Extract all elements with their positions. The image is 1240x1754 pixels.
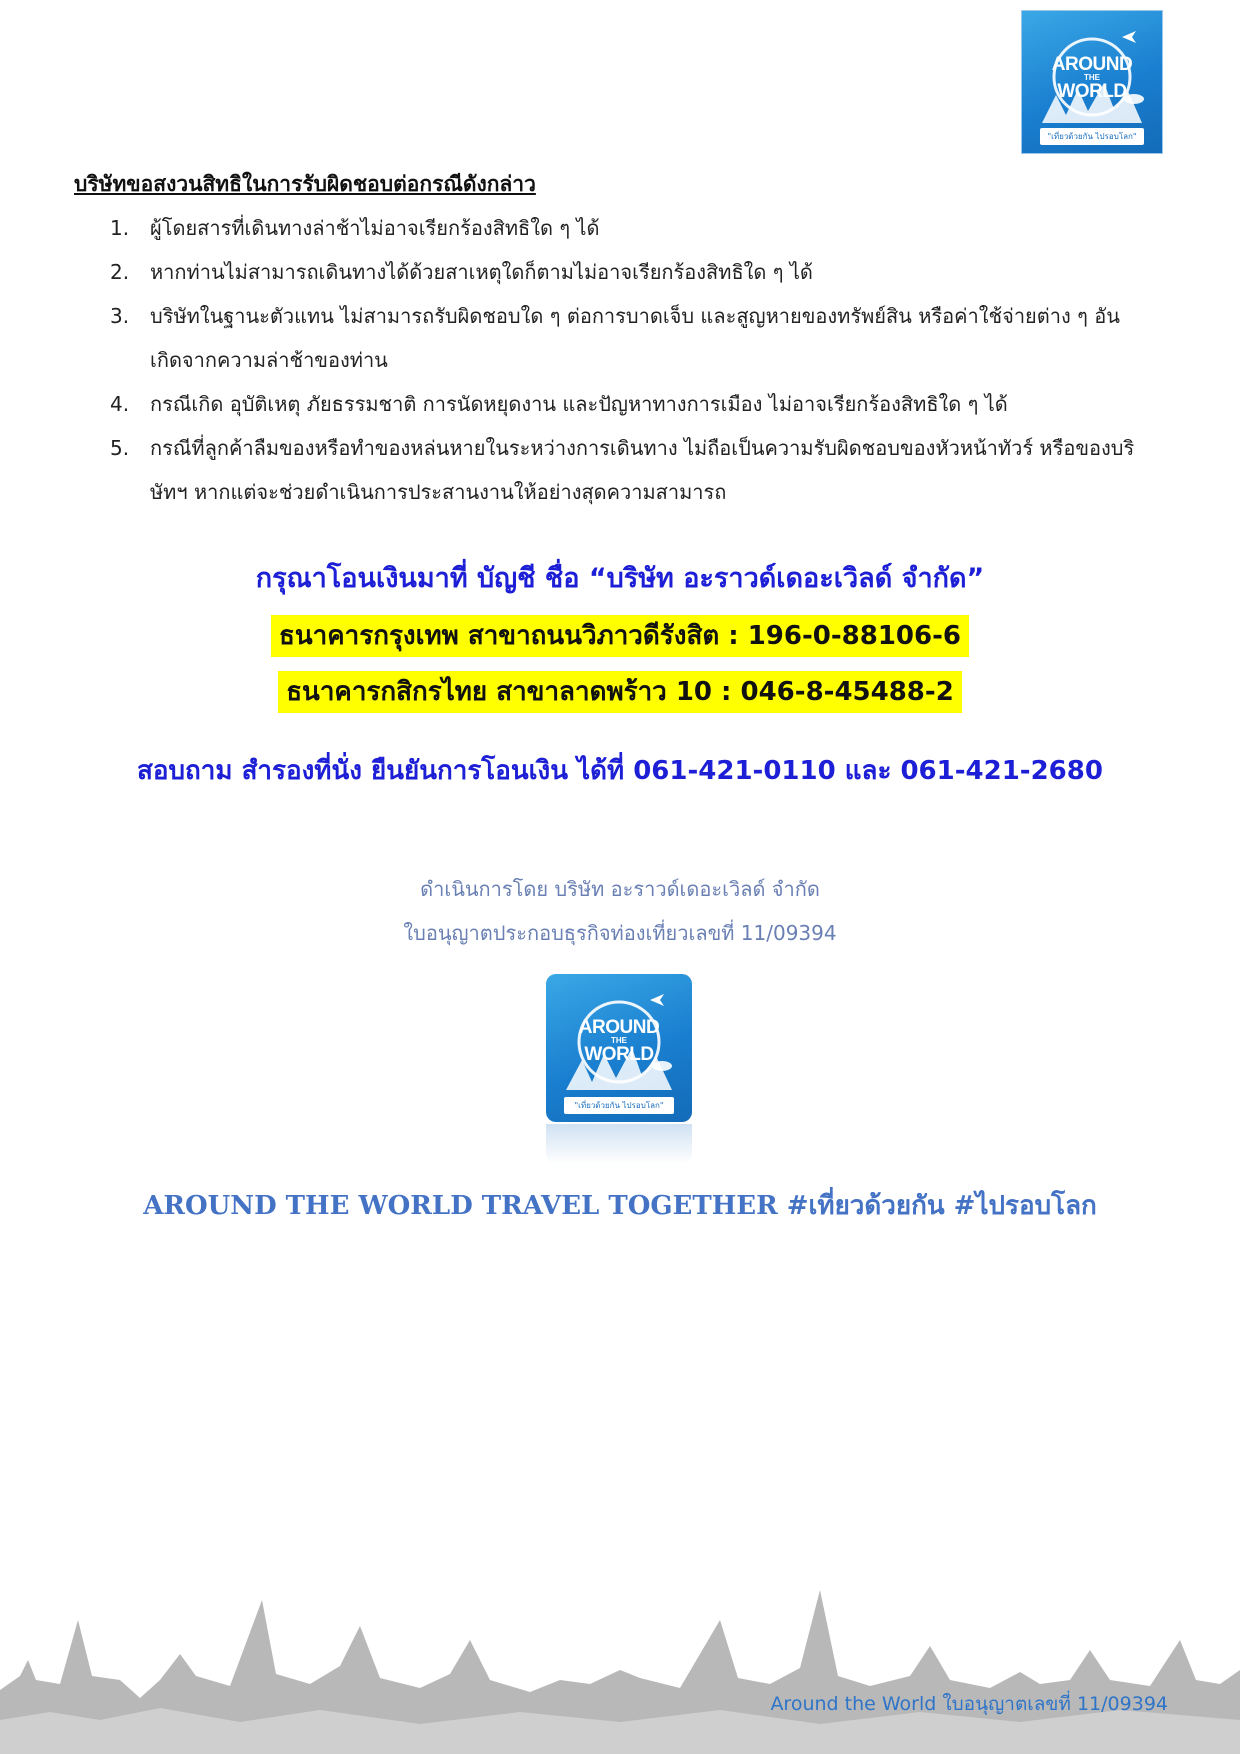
- terms-item-number: 3.: [110, 304, 130, 328]
- bank-account-kasikorn: [0, 671, 1240, 712]
- logo-slogan: "เที่ยวด้วยกัน ไปรอบโลก": [1040, 128, 1144, 145]
- company-logo-top: [1021, 10, 1163, 154]
- company-logo-center: [546, 974, 692, 1122]
- terms-item: [110, 206, 1140, 250]
- terms-item-text: หากท่านไม่สามารถเดินทางได้ด้วยสาเหตุใดก็ตามไม่อาจเรียกร้องสิทธิใด ๆ ได้: [150, 260, 813, 284]
- logo-line-around: AROUND: [1051, 54, 1133, 75]
- footer-license-note: Around the World ใบอนุญาตเลขที่ 11/09394: [770, 1693, 1168, 1715]
- terms-item: [110, 426, 1140, 514]
- logo-line-world: WORLD: [1057, 81, 1127, 102]
- license-line: ใบอนุญาตประกอบธุรกิจท่องเที่ยวเลขที่ 11/09394: [403, 921, 837, 945]
- terms-item-text: บริษัทในฐานะตัวแทน ไม่สามารถรับผิดชอบใด ๆ ต่อการบาดเจ็บ และสูญหายของทรัพย์สิน หรือค่าใช้จ่ายต่าง ๆ อันเกิดจากความล่าช้าของท่าน: [150, 304, 1120, 372]
- terms-item-text: กรณีที่ลูกค้าลืมของหรือทำของหล่นหายในระหว่างการเดินทาง ไม่ถือเป็นความรับผิดชอบของหัวหน้าทัวร์ หรือของบริษัทฯ หากแต่จะช่วยดำเนินการประสานงานให้อย่างสุดความสามารถ: [150, 436, 1135, 504]
- terms-item-number: 1.: [110, 216, 130, 240]
- terms-item-text: ผู้โดยสารที่เดินทางล่าช้าไม่อาจเรียกร้องสิทธิใด ๆ ได้: [150, 216, 600, 240]
- bank-account-kasikorn-text: ธนาคารกสิกรไทย สาขาลาดพร้าว 10 : 046-8-45488-2: [278, 671, 962, 713]
- terms-list: [110, 206, 1140, 514]
- terms-heading: บริษัทขอสงวนสิทธิในการรับผิดชอบต่อกรณีดังกล่าว: [74, 172, 536, 196]
- terms-item: [110, 250, 1140, 294]
- bank-account-bangkok-text: ธนาคารกรุงเทพ สาขาถนนวิภาวดีรังสิต : 196-0-88106-6: [271, 615, 969, 657]
- bank-account-bangkok: [0, 615, 1240, 656]
- logo-reflection: [546, 1124, 692, 1164]
- terms-item-number: 5.: [110, 436, 130, 460]
- terms-item-text: กรณีเกิด อุบัติเหตุ ภัยธรรมชาติ การนัดหยุดงาน และปัญหาทางการเมือง ไม่อาจเรียกร้องสิทธิใด ๆ ได้: [150, 392, 1008, 416]
- terms-item-number: 2.: [110, 260, 130, 284]
- contact-phone-line: สอบถาม สำรองที่นั่ง ยืนยันการโอนเงิน ได้ที่ 061-421-0110 และ 061-421-2680: [137, 756, 1103, 786]
- brand-slogan: AROUND THE WORLD TRAVEL TOGETHER #เที่ยวด้วยกัน #ไปรอบโลก: [143, 1191, 1097, 1221]
- terms-item-number: 4.: [110, 392, 130, 416]
- logo-line-around: AROUND: [578, 1017, 660, 1038]
- logo-wordmark: [546, 1018, 692, 1064]
- logo-line-world: WORLD: [584, 1044, 654, 1065]
- logo-line-the: THE: [611, 1036, 627, 1045]
- payment-account-title: กรุณาโอนเงินมาที่ บัญชี ชื่อ “บริษัท อะราวด์เดอะเวิลด์ จำกัด”: [255, 563, 985, 594]
- operator-line: ดำเนินการโดย บริษัท อะราวด์เดอะเวิลด์ จำกัด: [420, 877, 820, 901]
- temple-skyline-decoration: [0, 1580, 1240, 1754]
- logo-slogan: "เที่ยวด้วยกัน ไปรอบโลก": [564, 1097, 674, 1114]
- logo-line-the: THE: [1084, 73, 1100, 82]
- terms-item: [110, 294, 1140, 382]
- terms-item: [110, 382, 1140, 426]
- logo-wordmark: [1022, 55, 1162, 101]
